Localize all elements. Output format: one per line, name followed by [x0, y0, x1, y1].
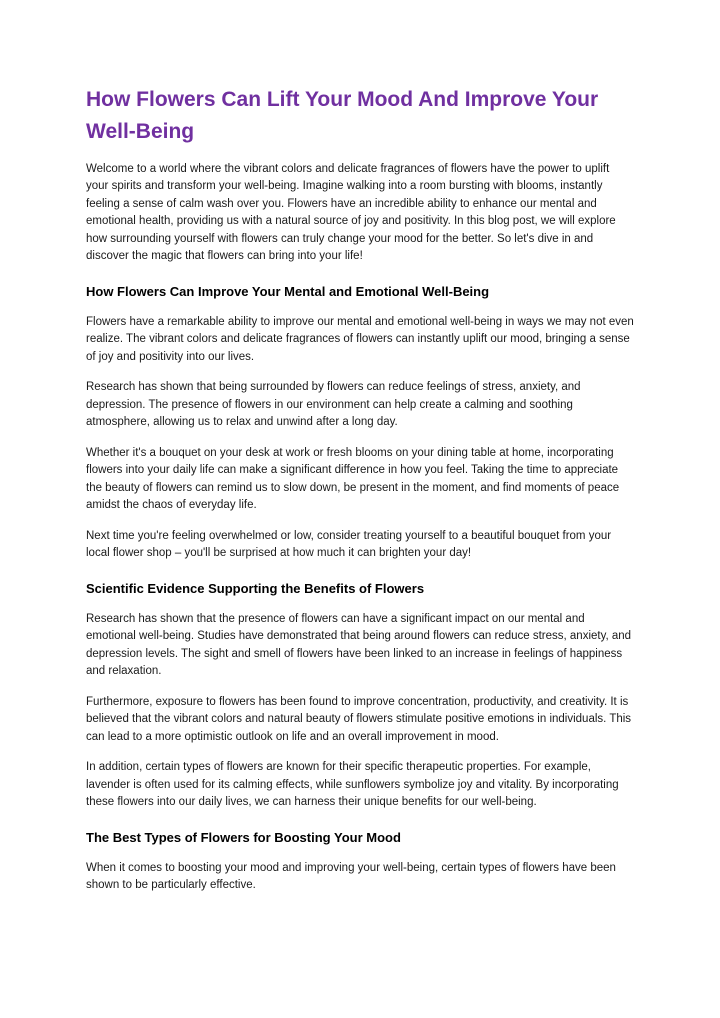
section-heading-scientific-evidence: Scientific Evidence Supporting the Benefits of Flowers [86, 580, 425, 596]
intro-paragraph: Welcome to a world where the vibrant colors and delicate fragrances of flowers have the power to uplift your spirits and transform your well-being. Imagine walking into a room bursting with blooms, instantly feeling a sense of calm wash over you. Flowers have an incredible ability to enhance our mental and emotional health, providing us with a natural source of joy and positivity. In this blog post, we will explore how surrounding yourself with flowers can truly change your mood for the better. So let's dive in and discover the magic that flowers can bring into your life! [86, 163, 616, 263]
section-paragraph: When it comes to boosting your mood and improving your well-being, certain types of flowers have been shown to be particularly effective. [86, 861, 616, 892]
section-paragraph: Research has shown that the presence of flowers can have a significant impact on our mental and emotional well-being. Studies have demonstrated that being around flowers can reduce stress, anxiety, and depression levels. The sight and smell of flowers have been linked to an increase in feelings of happiness and relaxation. [86, 612, 632, 678]
section-heading-mental-emotional: How Flowers Can Improve Your Mental and Emotional Well-Being [86, 283, 490, 299]
section-paragraph: Research has shown that being surrounded by flowers can reduce feelings of stress, anxiety, and depression. The presence of flowers in our environment can help create a calming and soothing atmosphere, allowing us to relax and unwind after a long day. [86, 381, 581, 429]
document-title: How Flowers Can Lift Your Mood And Improve Your Well-Being [86, 88, 599, 143]
section-paragraph: Furthermore, exposure to flowers has been found to improve concentration, productivity, and creativity. It is believed that the vibrant colors and natural beauty of flowers stimulate positive emotions in individuals. This can lead to a more optimistic outlook on life and an overall improvement in mood. [86, 695, 632, 743]
section-paragraph: In addition, certain types of flowers are known for their specific therapeutic properties. For example, lavender is often used for its calming effects, while sunflowers symbolize joy and vitality. By incorporating these flowers into our daily lives, we can harness their unique benefits for our well-being. [86, 761, 619, 809]
section-paragraph: Next time you're feeling overwhelmed or low, consider treating yourself to a beautiful bouquet from your local flower shop – you'll be surprised at how much it can brighten your day! [86, 529, 612, 560]
section-paragraph: Whether it's a bouquet on your desk at work or fresh blooms on your dining table at home, incorporating flowers into your daily life can make a significant difference in how you feel. Taking the time to appreciate the beauty of flowers can remind us to slow down, be present in the moment, and find moments of peace amidst the chaos of everyday life. [86, 446, 620, 512]
section-heading-best-flower-types: The Best Types of Flowers for Boosting Your Mood [86, 829, 401, 845]
section-paragraph: Flowers have a remarkable ability to improve our mental and emotional well-being in ways we may not even realize. The vibrant colors and delicate fragrances of flowers can instantly uplift our mood, bringing a sense of joy and positivity into our lives. [86, 316, 634, 363]
